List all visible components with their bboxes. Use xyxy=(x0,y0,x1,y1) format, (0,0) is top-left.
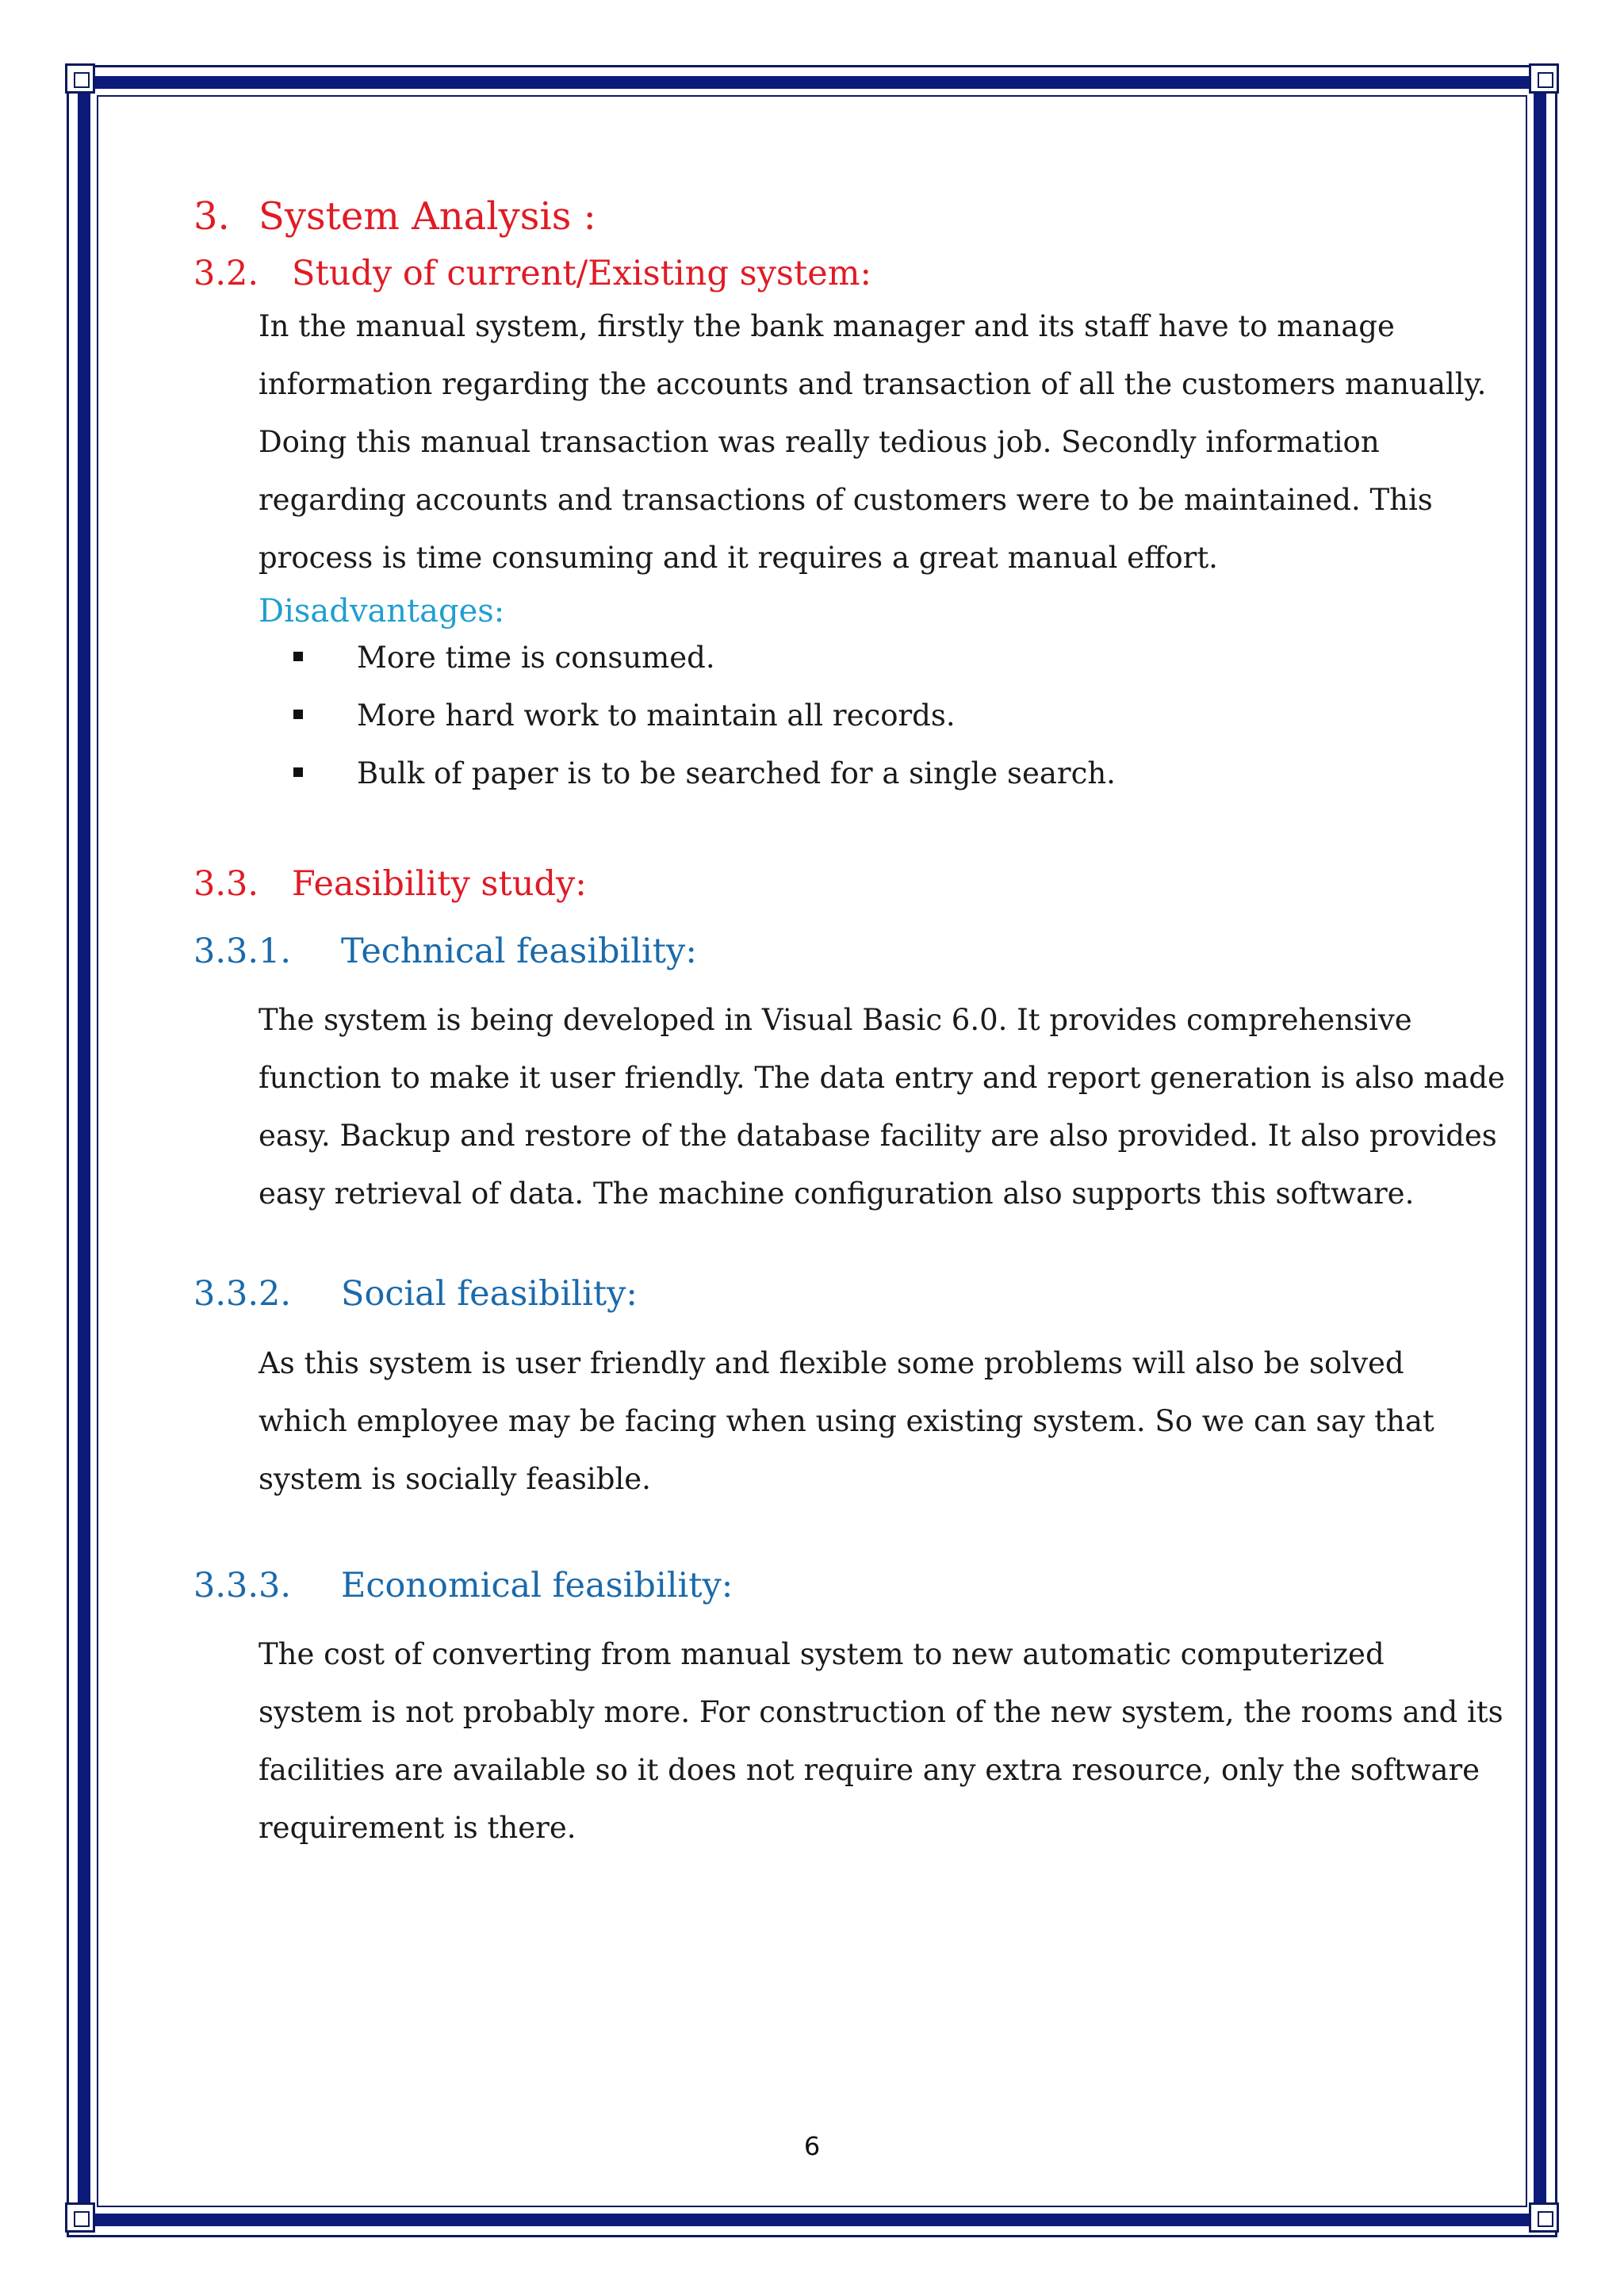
paragraph-line: regarding accounts and transactions of customers were to be maintained. This xyxy=(259,483,1433,517)
page-number: 6 xyxy=(803,2131,821,2161)
disadvantages-list xyxy=(292,641,1116,814)
paragraph-line: requirement is there. xyxy=(259,1811,576,1845)
paragraph-line: facilities are available so it does not require any extra resource, only the software xyxy=(259,1753,1480,1787)
section-title: Study of current/Existing system: xyxy=(292,254,871,293)
paragraph-line: function to make it user friendly. The data entry and report generation is also made xyxy=(259,1061,1505,1095)
paragraph-line: As this system is user friendly and flexible some problems will also be solved xyxy=(259,1346,1404,1380)
section-3-3-2-paragraph xyxy=(259,1334,1434,1508)
section-title: Economical feasibility: xyxy=(341,1566,733,1605)
section-3-heading xyxy=(193,194,596,239)
section-3-3-3-paragraph xyxy=(259,1625,1503,1857)
section-3-3-1-heading xyxy=(193,932,697,971)
paragraph-line: The system is being developed in Visual Basic 6.0. It provides comprehensive xyxy=(259,1003,1412,1037)
paragraph-line: system is not probably more. For construction of the new system, the rooms and its xyxy=(259,1695,1503,1729)
section-number: 3.2. xyxy=(193,254,259,293)
paragraph-line: In the manual system, firstly the bank manager and its staff have to manage xyxy=(259,309,1395,343)
disadvantages-label: Disadvantages: xyxy=(259,593,505,629)
paragraph-line: easy. Backup and restore of the database facility are also provided. It also provides xyxy=(259,1119,1497,1153)
paragraph-line: information regarding the accounts and transaction of all the customers manually. xyxy=(259,367,1487,401)
section-title: Feasibility study: xyxy=(292,864,587,904)
section-3-3-1-paragraph xyxy=(259,991,1505,1223)
list-item: Bulk of paper is to be searched for a single search. xyxy=(292,756,1116,814)
section-number: 3.3.2. xyxy=(193,1274,292,1314)
bullet-square-icon xyxy=(293,767,303,777)
section-title: Technical feasibility: xyxy=(341,932,697,971)
paragraph-line: The cost of converting from manual system to new automatic computerized xyxy=(259,1637,1385,1671)
list-item: More hard work to maintain all records. xyxy=(292,698,1116,756)
section-title: System Analysis : xyxy=(259,194,596,239)
bullet-square-icon xyxy=(293,710,303,719)
paragraph-line: Doing this manual transaction was really tedious job. Secondly information xyxy=(259,425,1380,459)
section-3-2-paragraph xyxy=(259,297,1486,587)
section-3-3-3-heading xyxy=(193,1566,733,1605)
section-3-3-2-heading xyxy=(193,1274,638,1314)
section-3-2-heading xyxy=(193,254,871,293)
section-number: 3. xyxy=(193,194,230,239)
section-title: Social feasibility: xyxy=(341,1274,638,1314)
section-3-3-heading xyxy=(193,864,587,904)
list-item: More time is consumed. xyxy=(292,641,1116,698)
bullet-square-icon xyxy=(293,652,303,661)
section-number: 3.3.1. xyxy=(193,932,292,971)
paragraph-line: process is time consuming and it requires a great manual effort. xyxy=(259,541,1218,575)
section-number: 3.3. xyxy=(193,864,259,904)
paragraph-line: which employee may be facing when using existing system. So we can say that xyxy=(259,1404,1434,1438)
section-number: 3.3.3. xyxy=(193,1566,292,1605)
paragraph-line: system is socially feasible. xyxy=(259,1462,651,1496)
paragraph-line: easy retrieval of data. The machine configuration also supports this software. xyxy=(259,1177,1415,1211)
